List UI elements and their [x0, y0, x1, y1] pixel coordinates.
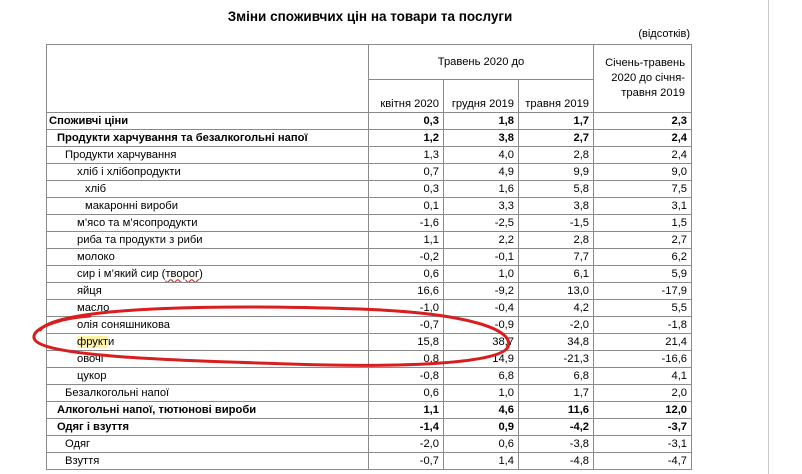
cpi-table [46, 44, 692, 470]
row-label: хліб і хлібопродукти [47, 164, 369, 181]
cell-value: 1,0 [444, 266, 519, 283]
cell-value: 9,9 [519, 164, 594, 181]
cell-value: 4,9 [444, 164, 519, 181]
cell-value: 21,4 [594, 334, 692, 351]
cell-value: 3,8 [519, 198, 594, 215]
row-label [47, 266, 369, 283]
cell-value: 0,3 [369, 181, 444, 198]
cell-value: -9,2 [444, 283, 519, 300]
table-row [47, 198, 692, 215]
cell-value: 4,1 [594, 368, 692, 385]
row-label: м’ясо та м’ясопродукти [47, 215, 369, 232]
row-label-part: сир і м’який сир ( [77, 267, 166, 280]
cell-value: -2,0 [369, 436, 444, 453]
cell-value: 1,4 [444, 453, 519, 470]
cell-value: 0,6 [444, 436, 519, 453]
table-row [47, 317, 692, 334]
cell-value: 2,8 [519, 147, 594, 164]
cell-value: -0,2 [369, 249, 444, 266]
header-row-top [47, 45, 692, 80]
cell-value: -0,7 [369, 453, 444, 470]
row-label: Взуття [47, 453, 369, 470]
cell-value: -1,0 [369, 300, 444, 317]
cell-value: 16,6 [369, 283, 444, 300]
row-label-part: ) [199, 267, 203, 280]
cell-value: -0,4 [444, 300, 519, 317]
row-label: Одяг [47, 436, 369, 453]
row-label: овочі [47, 351, 369, 368]
row-label-part: и [108, 335, 115, 348]
cell-value: 0,1 [369, 198, 444, 215]
cell-value: 14,9 [444, 351, 519, 368]
cell-value: 0,9 [444, 419, 519, 436]
cell-value: 1,1 [369, 402, 444, 419]
cell-value: -0,1 [444, 249, 519, 266]
cell-value: -1,4 [369, 419, 444, 436]
table-row [47, 283, 692, 300]
cell-value: 0,7 [369, 164, 444, 181]
table-row [47, 164, 692, 181]
cell-value: 0,6 [369, 266, 444, 283]
cell-value: 0,8 [369, 351, 444, 368]
cell-value: 5,5 [594, 300, 692, 317]
cell-value: -1,8 [594, 317, 692, 334]
cell-value: 34,8 [519, 334, 594, 351]
cell-value: -4,8 [519, 453, 594, 470]
table-row [47, 266, 692, 283]
units-label: (відсотків) [638, 28, 690, 40]
cell-value: 1,6 [444, 181, 519, 198]
cell-value: 1,1 [369, 232, 444, 249]
header-col-december: грудня 2019 [444, 80, 519, 113]
header-group-cell: Травень 2020 до [369, 45, 594, 80]
row-label: Продукти харчування та безалкогольні напої [47, 130, 369, 147]
cell-value: 15,8 [369, 334, 444, 351]
cell-value: -0,7 [369, 317, 444, 334]
cell-value: -3,1 [594, 436, 692, 453]
cell-value: -1,6 [369, 215, 444, 232]
row-label: молоко [47, 249, 369, 266]
row-label: Споживчі ціни [47, 113, 369, 130]
table-row [47, 130, 692, 147]
cell-value: 5,9 [594, 266, 692, 283]
table-row [47, 147, 692, 164]
cell-value: -1,5 [519, 215, 594, 232]
table-row [47, 351, 692, 368]
cell-value: 2,8 [519, 232, 594, 249]
cell-value: 6,1 [519, 266, 594, 283]
table-row [47, 368, 692, 385]
cell-value: -16,6 [594, 351, 692, 368]
cell-value: 2,2 [444, 232, 519, 249]
cell-value: 6,2 [594, 249, 692, 266]
cell-value: -2,0 [519, 317, 594, 334]
cell-value: 12,0 [594, 402, 692, 419]
cell-value: 1,7 [519, 385, 594, 402]
cell-value: 11,6 [519, 402, 594, 419]
table-row [47, 181, 692, 198]
table-row [47, 232, 692, 249]
cell-value: 7,5 [594, 181, 692, 198]
cell-value: 1,7 [519, 113, 594, 130]
table-row [47, 249, 692, 266]
row-label: хліб [47, 181, 369, 198]
cell-value: 1,2 [369, 130, 444, 147]
cell-value: 1,8 [444, 113, 519, 130]
cell-value: 4,2 [519, 300, 594, 317]
cell-value: 0,3 [369, 113, 444, 130]
row-label: риба та продукти з риби [47, 232, 369, 249]
cell-value: 2,4 [594, 147, 692, 164]
table-row-fruits [47, 334, 692, 351]
table-title: Зміни споживчих цін на товари та послуги [227, 9, 513, 24]
spellcheck-underlined-word: творог [165, 267, 200, 280]
cell-value: -4,7 [594, 453, 692, 470]
cell-value: -4,2 [519, 419, 594, 436]
header-col-may: травня 2019 [519, 80, 594, 113]
cell-value: 2,0 [594, 385, 692, 402]
cell-value: -0,9 [444, 317, 519, 334]
row-label: Продукти харчування [47, 147, 369, 164]
table-row [47, 113, 692, 130]
table-row [47, 215, 692, 232]
row-label [47, 334, 369, 351]
row-label: Безалкогольні напої [47, 385, 369, 402]
cell-value: -17,9 [594, 283, 692, 300]
header-cumulative-cell: Січень-травень 2020 до січня-травня 2019 [594, 45, 692, 113]
table-row [47, 436, 692, 453]
table-row [47, 300, 692, 317]
row-label: цукор [47, 368, 369, 385]
row-label: олія соняшникова [47, 317, 369, 334]
cell-value: -3,7 [594, 419, 692, 436]
table-row [47, 453, 692, 470]
cell-value: 3,8 [444, 130, 519, 147]
cell-value: 1,3 [369, 147, 444, 164]
cell-value: 2,4 [594, 130, 692, 147]
cell-value: 9,0 [594, 164, 692, 181]
cell-value: 2,3 [594, 113, 692, 130]
cell-value: 13,0 [519, 283, 594, 300]
table-row [47, 402, 692, 419]
header-col-april: квітня 2020 [369, 80, 444, 113]
row-label: Алкогольні напої, тютюнові вироби [47, 402, 369, 419]
table-row [47, 385, 692, 402]
row-label: яйця [47, 283, 369, 300]
table-row [47, 419, 692, 436]
cell-value: -3,8 [519, 436, 594, 453]
header-blank-cell [47, 45, 369, 113]
highlighted-text: фрукт [77, 335, 109, 348]
cell-value: 0,6 [369, 385, 444, 402]
cell-value: -2,5 [444, 215, 519, 232]
cell-value: 1,5 [594, 215, 692, 232]
cell-value: 7,7 [519, 249, 594, 266]
cell-value: 1,0 [444, 385, 519, 402]
cell-value: 2,7 [519, 130, 594, 147]
cell-value: 6,8 [519, 368, 594, 385]
cell-value: 5,8 [519, 181, 594, 198]
cell-value: 3,1 [594, 198, 692, 215]
cell-value: 4,0 [444, 147, 519, 164]
row-label: Одяг і взуття [47, 419, 369, 436]
cell-value: 38,7 [444, 334, 519, 351]
cell-value: -21,3 [519, 351, 594, 368]
cell-value: 6,8 [444, 368, 519, 385]
row-label: макаронні вироби [47, 198, 369, 215]
cell-value: 3,3 [444, 198, 519, 215]
cell-value: 4,6 [444, 402, 519, 419]
cell-value: 2,7 [594, 232, 692, 249]
row-label: масло [47, 300, 369, 317]
cell-value: -0,8 [369, 368, 444, 385]
